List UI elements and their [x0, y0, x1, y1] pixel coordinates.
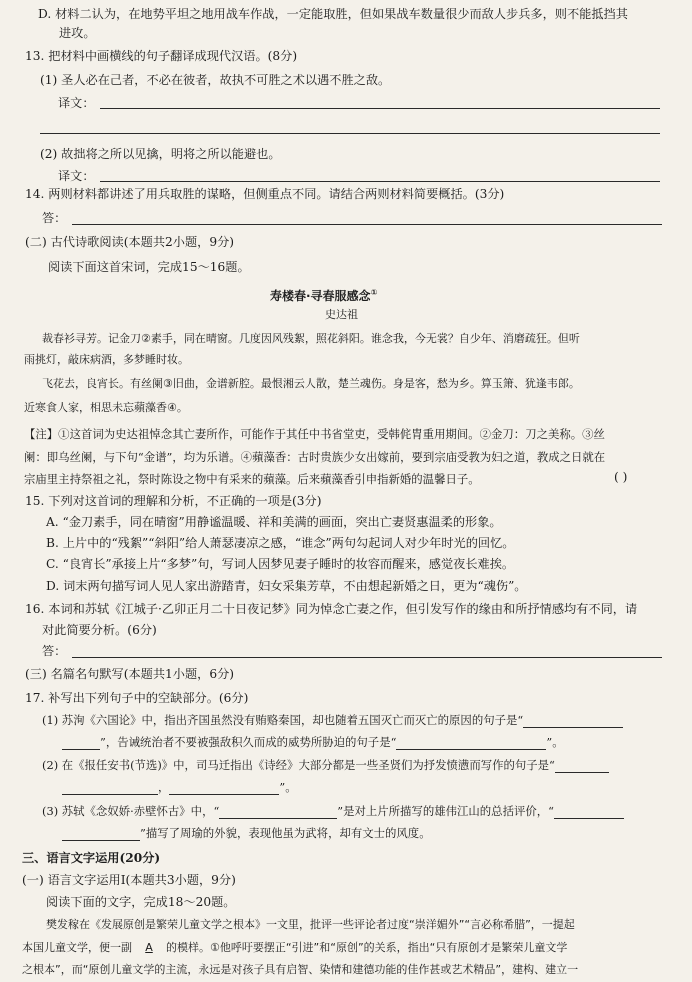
passage-line-3: 之根本”，而“原创儿童文学的主流，永远是对孩子具有启智、染情和建德功能的佳作甚或艺术精品”，建构、建立一 — [22, 963, 579, 976]
section2-intro: 阅读下面这首宋词，完成15～16题。 — [48, 260, 250, 274]
poem-author: 史达祖 — [325, 308, 358, 321]
q14-answer-line[interactable] — [72, 224, 662, 225]
q12-option-d-line2: 进攻。 — [59, 26, 96, 40]
poem-line-3: 飞花去，良宵长。有丝阑③旧曲，金谱新腔。最恨湘云人散，楚兰魂伤。身是客，愁为乡。算玉箫、犹逢韦郎。 — [42, 377, 580, 390]
poem-title-note-mark: ① — [370, 288, 378, 297]
poem-line-2: 雨挑灯，敲床病酒，多梦睡时妆。 — [24, 353, 189, 366]
part3-intro: 阅读下面的文字，完成18～20题。 — [46, 895, 236, 909]
passage-line-2-b: 的模样。①他呼吁要摆正“引进”和“原创”的关系，指出“只有原创才是繁荣儿童文学 — [166, 941, 568, 954]
q14-answer-label: 答： — [42, 211, 67, 225]
poem-title-text: 寿楼春·寻春服感念 — [270, 289, 371, 303]
part3-header: 三、语言文字运用(20分) — [22, 851, 161, 865]
q17-blank-1[interactable] — [523, 715, 623, 728]
q16-stem-2: 对此简要分析。(6分) — [42, 623, 157, 637]
q17-blank-2[interactable] — [62, 737, 100, 750]
q13-sentence-1: (1) 圣人必在己者，不必在彼者，故执不可胜之术以遇不胜之敌。 — [40, 73, 391, 87]
q17-part1-line2 — [62, 734, 564, 750]
poem-title — [270, 285, 377, 304]
q13-translate-label-2: 译文： — [58, 169, 95, 183]
q15-option-d: D. 词末两句描写词人见人家出游踏青，妇女采集芳草，不由想起新婚之日，更为“魂伤”。 — [46, 579, 527, 593]
section3-header: (三) 名篇名句默写(本题共1小题，6分) — [25, 667, 235, 681]
q17-part1-line1 — [42, 712, 623, 728]
q17-blank-5[interactable] — [62, 782, 158, 795]
q17-part2-text-b: ， — [158, 780, 170, 794]
passage-blank-a[interactable]: A — [145, 941, 153, 954]
q13-answer-line-1a[interactable] — [100, 108, 660, 109]
passage-line-2 — [22, 940, 567, 956]
q15-option-c: C. “良宵长”承接上片“多梦”句，写词人因梦见妻子睡时的妆容而醒来，感觉夜长难挨。 — [46, 557, 515, 571]
q17-part3-text-b: ”是对上片所描写的雄伟江山的总括评价，“ — [337, 804, 554, 818]
q13-translate-label-1: 译文： — [58, 96, 95, 110]
poem-line-1: 裁春衫寻芳。记金刀②素手，同在晴窗。几度因风残絮，照花斜阳。谁念我，今无裳？自少年、消磨疏狂。但听 — [42, 332, 580, 345]
q15-answer-paren[interactable]: ( ) — [614, 470, 628, 484]
poem-note-2: 阑：即乌丝阑，与下句“金谱”，均为乐谱。④蘋藻香：古时贵族少女出嫁前，要到宗庙受教为妇之道，教成之日就在 — [24, 450, 606, 464]
q17-stem: 17. 补写出下列句子中的空缺部分。(6分) — [25, 691, 249, 705]
q17-blank-4[interactable] — [555, 760, 609, 773]
q17-blank-9[interactable] — [62, 828, 140, 841]
q17-part3-text-a: (3) 苏轼《念奴娇·赤壁怀古》中，“ — [42, 804, 220, 818]
q17-part3-text-c: ”描写了周瑜的外貌，表现他虽为武将，却有文士的风度。 — [140, 826, 431, 840]
q13-answer-line-1b[interactable] — [40, 133, 660, 134]
q17-part1-text-a: (1) 苏洵《六国论》中，指出齐国虽然没有贿赂秦国，却也随着五国灭亡而灭亡的原因的句子是“ — [42, 713, 524, 727]
q15-option-a: A. “金刀素手，同在晴窗”用静谧温暖、祥和美满的画面，突出亡妻贤惠温柔的形象。 — [46, 515, 502, 529]
q17-part2-line2 — [62, 779, 297, 795]
q14-stem: 14. 两则材料都讲述了用兵取胜的谋略，但侧重点不同。请结合两则材料简要概括。(3分) — [25, 187, 505, 201]
q13-answer-line-2[interactable] — [100, 181, 660, 182]
section2-header: (二) 古代诗歌阅读(本题共2小题，9分) — [25, 235, 235, 249]
q15-option-b: B. 上片中的“残絮”“斜阳”给人萧瑟凄凉之感，“谁念”两句勾起词人对少年时光的回忆。 — [46, 536, 515, 550]
q17-part2-line1 — [42, 757, 609, 773]
q17-blank-7[interactable] — [219, 806, 337, 819]
poem-line-4: 近寒食人家，相思未忘蘋藻香④。 — [24, 401, 188, 414]
q16-stem-1: 16. 本词和苏轼《江城子·乙卯正月二十日夜记梦》同为悼念亡妻之作，但引发写作的缘由和所抒情感均有不同，请 — [25, 602, 638, 616]
q16-answer-label: 答： — [42, 644, 67, 658]
q17-blank-3[interactable] — [396, 737, 546, 750]
passage-line-2-a: 本国儿童文学，便一副 — [22, 941, 132, 954]
q17-blank-8[interactable] — [554, 806, 624, 819]
q17-part3-line2 — [62, 825, 431, 841]
q12-option-d-line1: D. 材料二认为，在地势平坦之地用战车作战，一定能取胜，但如果战车数量很少而敌人步兵多，则不能抵挡其 — [38, 7, 628, 21]
q15-stem: 15. 下列对这首词的理解和分析，不正确的一项是(3分) — [25, 494, 322, 508]
q17-blank-6[interactable] — [169, 782, 279, 795]
q17-part1-text-c: ”。 — [546, 735, 564, 749]
passage-line-1: 樊发稼在《发展原创是繁荣儿童文学之根本》一文里，批评一些评论者过度“崇洋媚外”“言必称希腊”，一提起 — [46, 918, 575, 931]
q13-stem: 13. 把材料中画横线的句子翻译成现代汉语。(8分) — [25, 49, 298, 63]
poem-note-3: 宗庙里主持祭祖之礼，祭时陈设之物中有采来的蘋藻。后来蘋藻香引申指新婚的温馨日子。 — [24, 472, 480, 486]
poem-note-1: 【注】①这首词为史达祖悼念其亡妻所作，可能作于其任中书省堂吏，受韩侂胄重用期间。②金刀：刀之美称。③丝 — [24, 427, 605, 441]
q16-answer-line[interactable] — [72, 657, 662, 658]
q17-part1-text-b: ”，告诫统治者不要被强敌积久而成的威势所胁迫的句子是“ — [100, 735, 397, 749]
part3-subheader: (一) 语言文字运用Ⅰ(本题共3小题，9分) — [22, 873, 236, 887]
q17-part2-text-a: (2) 在《报任安书(节选)》中，司马迁指出《诗经》大部分都是一些圣贤们为抒发愤懑而写作的句子是“ — [42, 758, 555, 772]
q17-part3-line1 — [42, 803, 624, 819]
q13-sentence-2: (2) 故拙将之所以见擒，明将之所以能避也。 — [40, 147, 281, 161]
q17-part2-text-c: ”。 — [279, 780, 297, 794]
